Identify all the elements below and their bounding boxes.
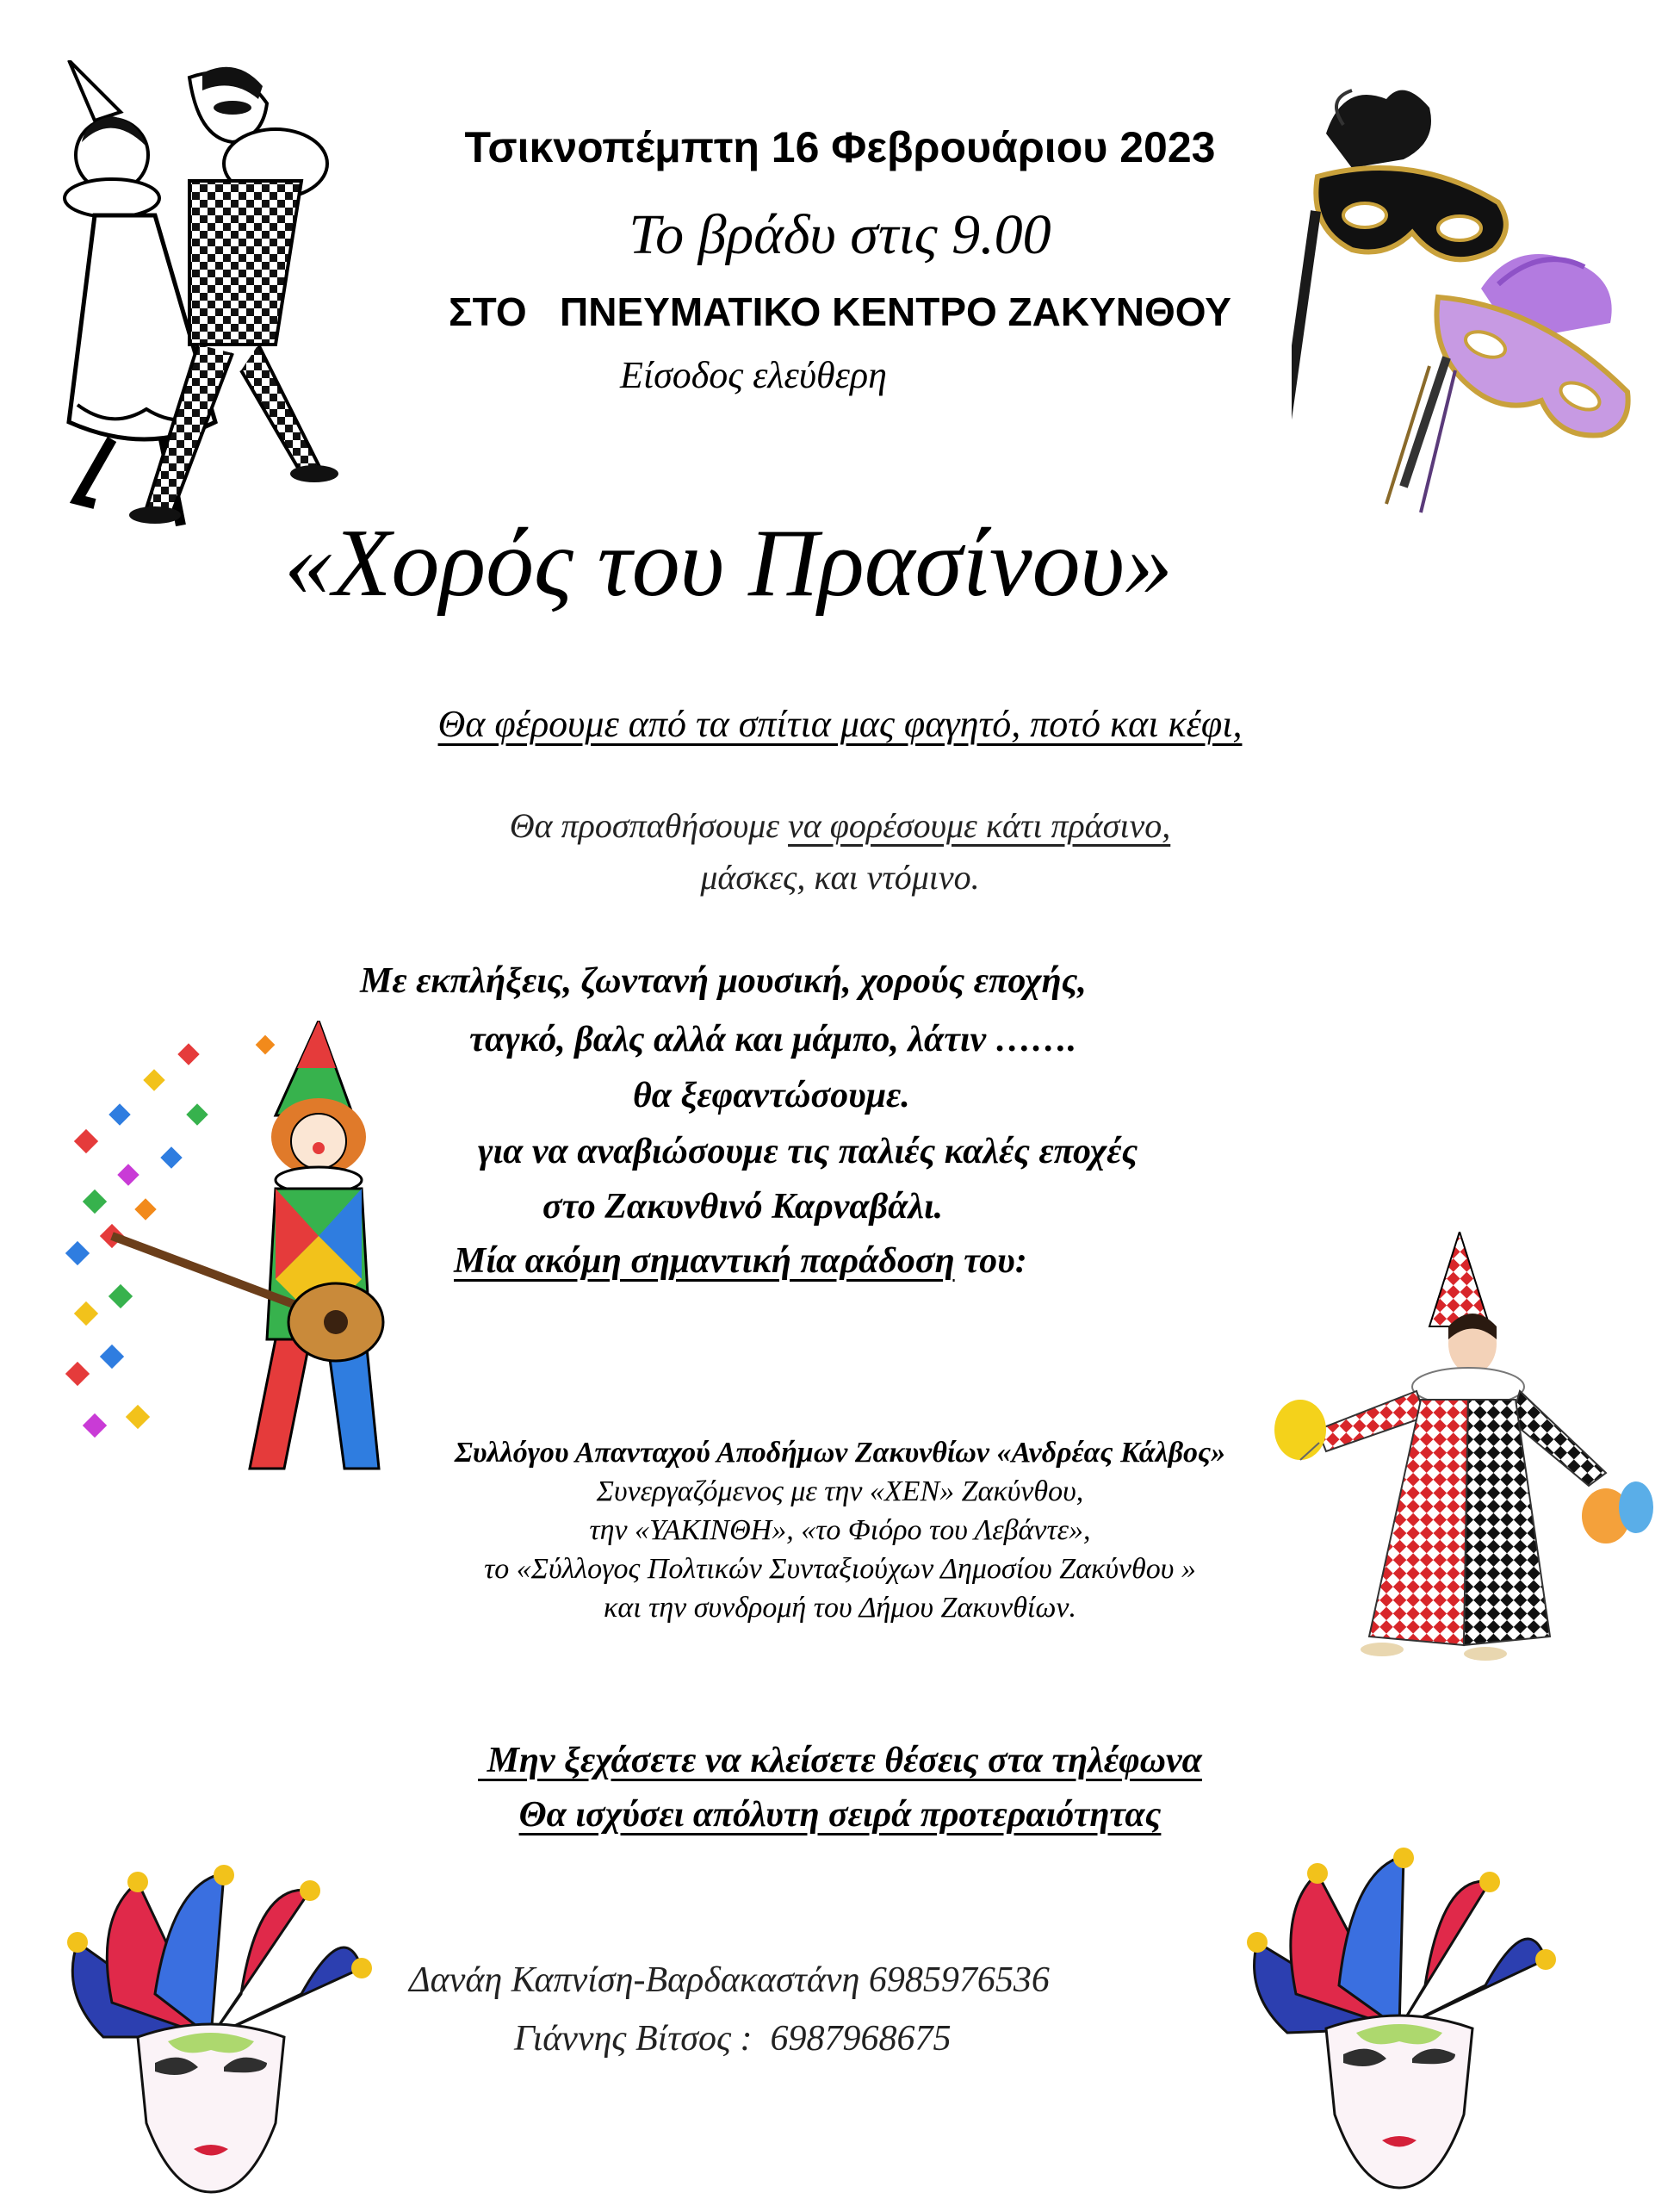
wear-line xyxy=(0,805,1680,846)
event-time: Το βράδυ στις 9.00 xyxy=(629,203,1051,266)
harlequin-woman-balloons-icon xyxy=(1266,1232,1653,1671)
organizer-line-1: Συλλόγου Απανταχού Αποδήμων Ζακυνθίων «Ανδρέας Κάλβος» xyxy=(454,1437,1226,1469)
wear-line-2: μάσκες, και ντόμινο. xyxy=(700,858,980,897)
event-date: Τσικνοπέμπτη 16 Φεβρουάριου 2023 xyxy=(464,123,1216,171)
program-line-4: για να αναβιώσουμε τις παλιές καλές εποχές xyxy=(478,1132,1138,1171)
jester-mask-icon xyxy=(43,1865,379,2196)
program-line-5: στο Ζακυνθινό Καρναβάλι. xyxy=(542,1187,944,1227)
organizer-line-4: το «Σύλλογος Πολτικών Συνταξιούχων Δημοσίου Ζακύνθου » xyxy=(484,1553,1196,1585)
program-line-1: Με εκπλήξεις, ζωντανή μουσική, χορούς εποχής, xyxy=(360,961,1087,1001)
program-line-3: θα ξεφαντώσουμε. xyxy=(633,1076,910,1115)
organizer-line-3: την «ΥΑΚΙΝΘΗ», «το Φιόρο του Λεβάντε», xyxy=(589,1514,1091,1546)
program-line-2: ταγκό, βαλς αλλά και μάμπο, λάτιν ……. xyxy=(469,1020,1077,1059)
wear-line-prefix: Θα προσπαθήσουμε xyxy=(509,806,789,845)
contact-1: Δανάη Καπνίση-Βαρδακαστάνη 6985976536 xyxy=(409,1960,1050,2000)
program-line-6 xyxy=(454,1240,1027,1282)
reservation-line-1: Μην ξεχάσετε να κλείσετε θέσεις στα τηλέφωνα xyxy=(478,1741,1202,1780)
reservation-line-2: Θα ισχύσει απόλυτη σειρά προτεραιότητας xyxy=(518,1795,1162,1835)
event-venue: ΣΤΟ ΠΝΕΥΜΑΤΙΚΟ ΚΕΝΤΡΟ ΖΑΚΥΝΘΟΥ xyxy=(449,289,1231,334)
program-line-6-tail: του: xyxy=(954,1241,1027,1281)
event-entry: Είσοδος ελεύθερη xyxy=(620,354,887,396)
organizer-line-5: και την συνδρομή του Δήμου Ζακυνθίων. xyxy=(604,1592,1076,1624)
bring-line: Θα φέρουμε από τα σπίτια μας φαγητό, ποτό και κέφι, xyxy=(437,703,1243,745)
program-line-6-underlined: Μία ακόμη σημαντική παράδοση xyxy=(454,1241,955,1281)
organizer-line-2: Συνεργαζόμενος με την «ΧΕΝ» Ζακύνθου, xyxy=(596,1475,1084,1507)
jester-mask-icon xyxy=(1231,1848,1567,2192)
event-title: «Χορός του Πρασίνου» xyxy=(284,510,1174,617)
contact-2: Γιάννης Βίτσος : 6987968675 xyxy=(514,2019,952,2059)
harlequin-guitar-icon xyxy=(60,1021,431,1486)
wear-line-underlined: να φορέσουμε κάτι πράσινο, xyxy=(788,806,1171,845)
